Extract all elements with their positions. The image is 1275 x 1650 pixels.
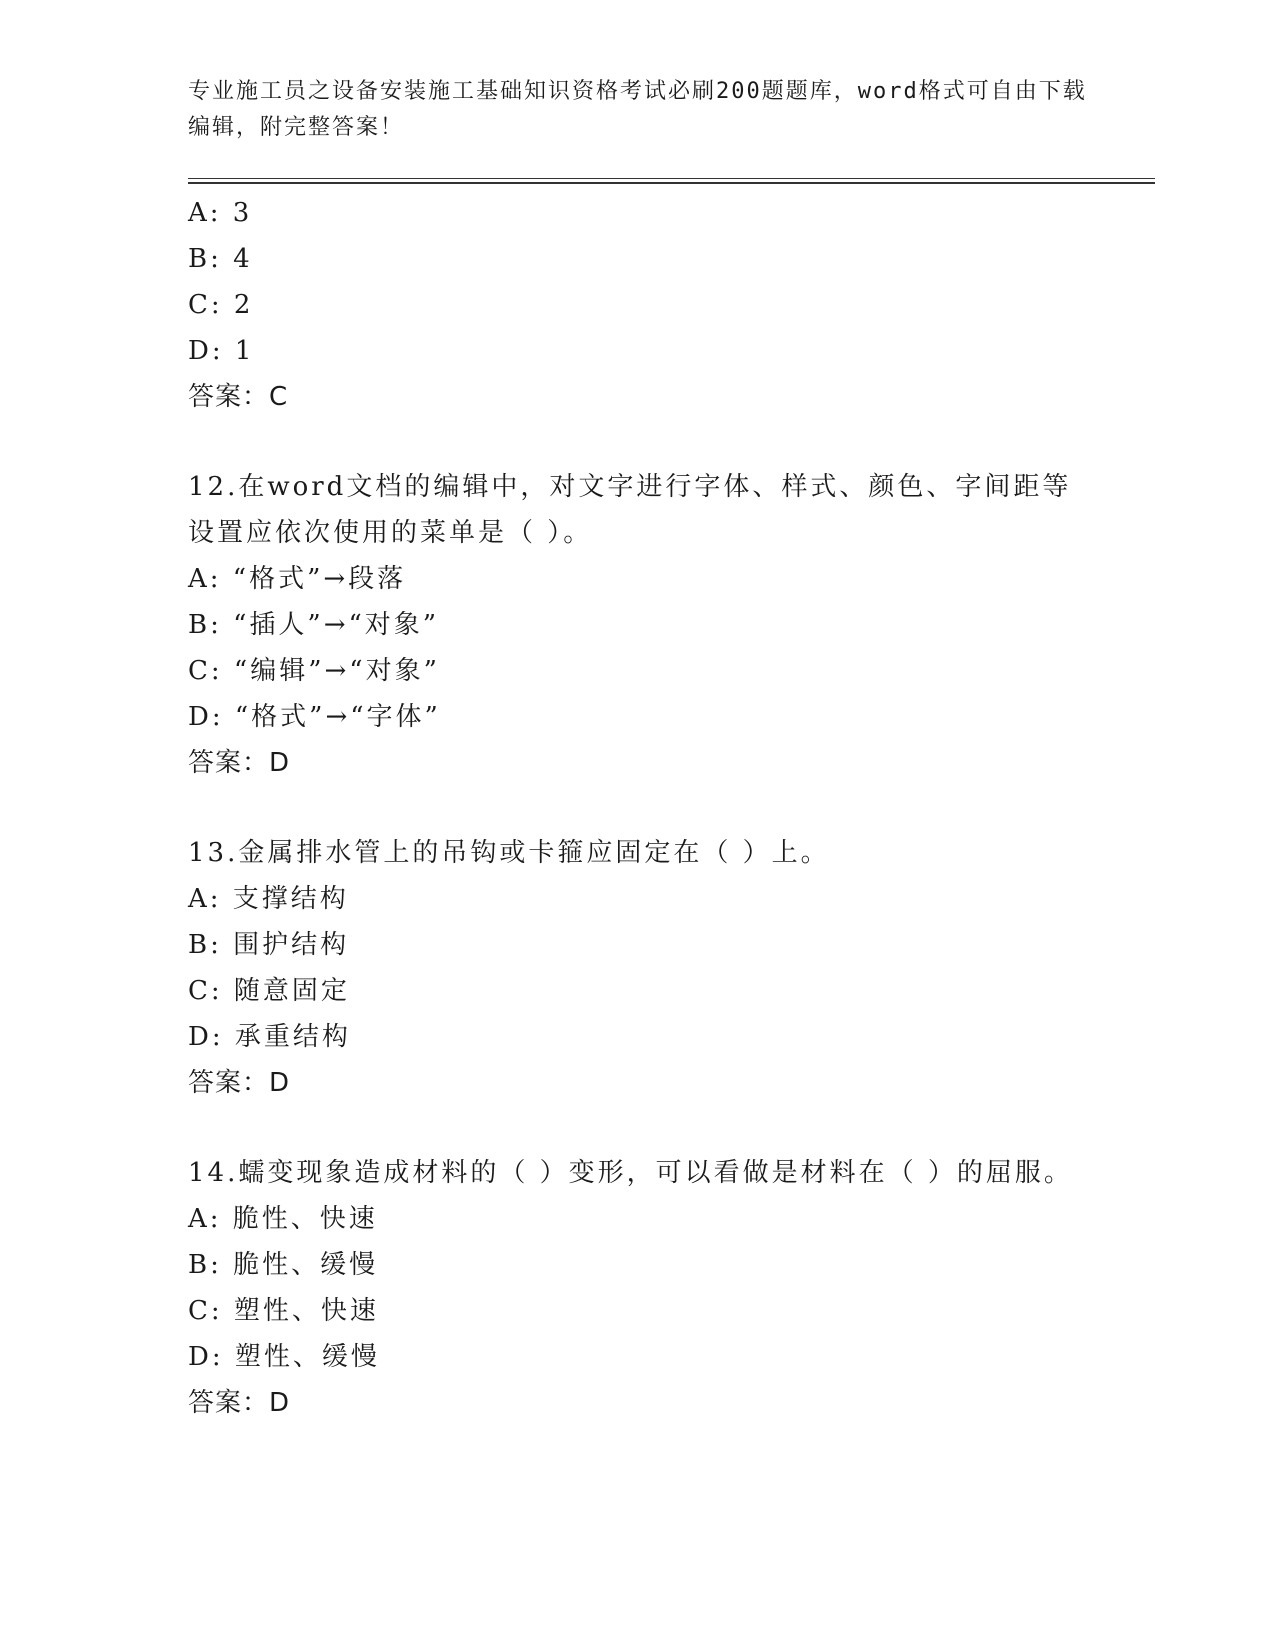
option-a: A: 支撑结构 [188,884,349,914]
option-a: A: “格式”→段落 [188,564,407,594]
option-b: B: 围护结构 [188,930,350,960]
option-c: C: 2 [188,290,254,320]
question-12 [188,464,1148,786]
option-d: D: “格式”→“字体” [188,702,441,732]
option-a: A: 3 [188,198,253,228]
header-rule-thin [188,178,1155,179]
answer-label: 答案：D [188,1068,291,1098]
option-b: B: “插人”→“对象” [188,610,440,640]
question-text: 13.金属排水管上的吊钩或卡箍应固定在（ ）上。 [188,838,830,868]
option-d: D: 塑性、缓慢 [188,1342,380,1372]
question-14 [188,1150,1148,1426]
option-c: C: 塑性、快速 [188,1296,379,1326]
option-b: B: 4 [188,244,253,274]
question-11-continued [188,190,1148,420]
option-c: C: 随意固定 [188,976,350,1006]
option-c: C: “编辑”→“对象” [188,656,440,686]
header-rule-thick [188,182,1155,184]
option-a: A: 脆性、快速 [188,1204,378,1234]
option-b: B: 脆性、缓慢 [188,1250,379,1280]
option-d: D: 承重结构 [188,1022,351,1052]
question-text: 14.蠕变现象造成材料的（ ）变形，可以看做是材料在（ ）的屈服。 [188,1158,1073,1188]
answer-label: 答案：D [188,1388,291,1418]
question-text: 12.在word文档的编辑中，对文字进行字体、样式、颜色、字间距等设置应依次使用的菜单是（ ）。 [188,472,1072,548]
question-13 [188,830,1148,1106]
answer-label: 答案：C [188,382,289,412]
option-d: D: 1 [188,336,255,366]
document-header: 专业施工员之设备安装施工基础知识资格考试必刷200题题库，word格式可自由下载编辑，附完整答案！ [188,79,1087,140]
answer-label: 答案：D [188,748,291,778]
question-list [188,190,1148,1426]
